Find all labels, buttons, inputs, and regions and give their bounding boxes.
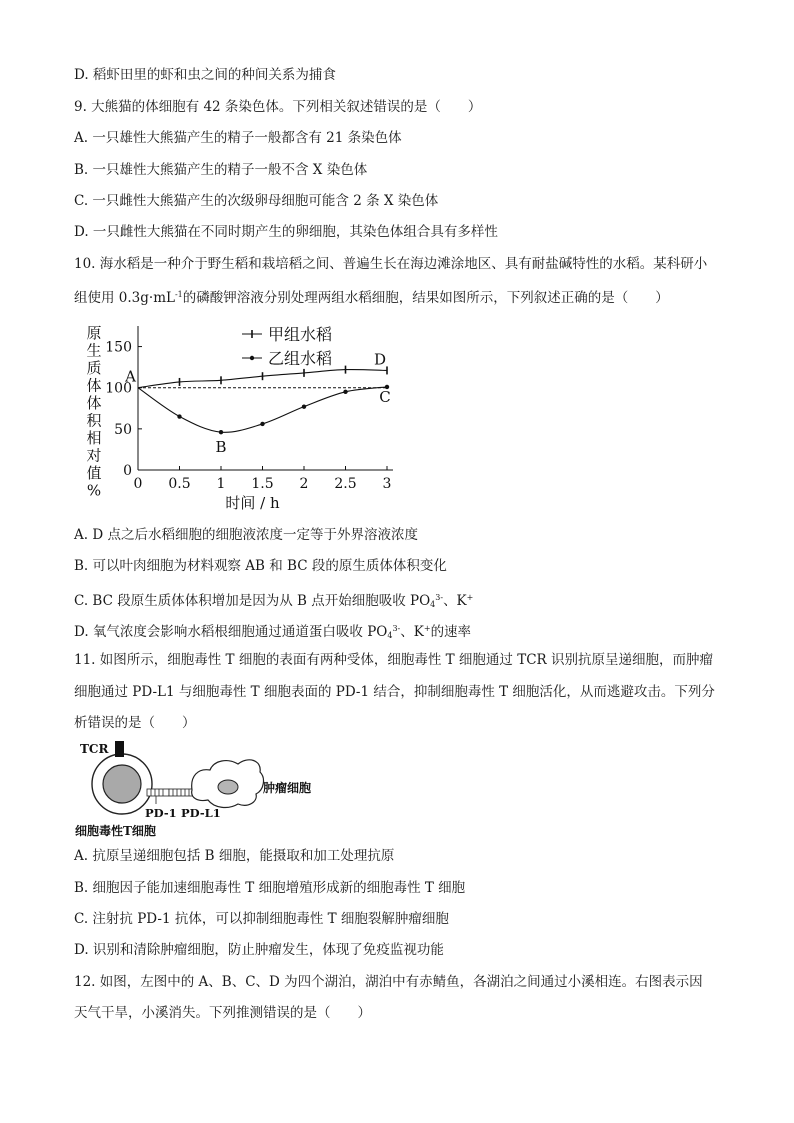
- q10-option-c-sup2: +: [466, 593, 474, 602]
- series-point-2: [343, 390, 347, 394]
- point-label-B: B: [215, 438, 227, 457]
- q10-stem-line2-pre: 组使用 0.3g·mL: [74, 290, 175, 306]
- series-point-2: [177, 414, 181, 418]
- series-point-2: [260, 422, 264, 426]
- y-axis-label-char: 积: [86, 411, 102, 430]
- q10-stem-line2-post: 的磷酸钾溶液分别处理两组水稻细胞，结果如图所示，下列叙述正确的是（ ）: [182, 290, 669, 306]
- q10-option-d: [74, 620, 471, 645]
- y-tick-label: 100: [105, 380, 132, 397]
- q11-option-c: C. 注射抗 PD-1 抗体，可以抑制细胞毒性 T 细胞裂解肿瘤细胞: [74, 911, 449, 927]
- q8-option-d: D. 稻虾田里的虾和虫之间的种间关系为捕食: [74, 67, 336, 83]
- pd1-pdl1-binding: [147, 789, 193, 804]
- q9-option-d: D. 一只雌性大熊猫在不同时期产生的卵细胞，其染色体组合具有多样性: [74, 224, 498, 240]
- y-axis-label-char: 质: [86, 359, 102, 377]
- q10-option-d-post: 的速率: [430, 624, 472, 640]
- y-tick-label: 50: [114, 421, 132, 438]
- q10-option-c-sub: 4: [430, 600, 436, 609]
- x-tick-label: 3: [382, 476, 392, 492]
- pdl1-label: PD-L1: [181, 806, 221, 820]
- q10-option-d-pre: D. 氧气浓度会影响水稻根细胞通过通道蛋白吸收 PO: [74, 624, 388, 640]
- q9-option-a: A. 一只雄性大熊猫产生的精子一般都含有 21 条染色体: [74, 130, 402, 146]
- q9-option-b: B. 一只雄性大熊猫产生的精子一般不含 X 染色体: [74, 162, 368, 178]
- x-tick-label: 2: [299, 476, 309, 492]
- q10-option-d-sub: 4: [387, 631, 393, 640]
- q10-option-a: A. D 点之后水稻细胞的细胞液浓度一定等于外界溶液浓度: [74, 527, 418, 543]
- q12-stem-line2: 天气干旱，小溪消失。下列推测错误的是（ ）: [74, 1005, 371, 1021]
- series-point-2: [302, 404, 306, 408]
- tcell-tumor-diagram: [72, 738, 342, 842]
- x-tick-label: 0: [133, 476, 143, 492]
- osmosis-line-chart: [80, 318, 400, 518]
- q11-stem-line2: 细胞通过 PD-L1 与细胞毒性 T 细胞表面的 PD-1 结合，抑制细胞毒性 T 细胞活化，从而逃避攻击。下列分: [74, 684, 715, 700]
- x-tick-label: 2.5: [334, 476, 357, 492]
- q10-option-d-sup2: +: [423, 624, 431, 633]
- q9-option-c: C. 一只雌性大熊猫产生的次级卵母细胞可能含 2 条 X 染色体: [74, 193, 439, 209]
- x-tick-label: 0.5: [168, 476, 191, 492]
- q9-stem: 9. 大熊猫的体细胞有 42 条染色体。下列相关叙述错误的是（ ）: [74, 99, 482, 115]
- q11-stem-line1: 11. 如图所示，细胞毒性 T 细胞的表面有两种受体，细胞毒性 T 细胞通过 TCR 识别抗原呈递细胞，而肿瘤: [74, 652, 714, 668]
- q10-option-c-mid: 、K: [443, 593, 467, 609]
- point-label-D: D: [373, 350, 387, 369]
- tcell-label: 细胞毒性T细胞: [75, 824, 156, 838]
- q11-option-d: D. 识别和清除肿瘤细胞，防止肿瘤发生，体现了免疫监视功能: [74, 942, 444, 958]
- legend-label-2: 乙组水稻: [268, 349, 333, 368]
- tumor-cell-label: 肿瘤细胞: [263, 781, 312, 795]
- q10-option-c-pre: C. BC 段原生质体体积增加是因为从 B 点开始细胞吸收 PO: [74, 593, 431, 609]
- series-point-2: [219, 430, 223, 434]
- tcr-label: TCR: [80, 742, 109, 756]
- y-axis-label-char: 值: [86, 464, 102, 482]
- y-axis-label-char: 对: [86, 446, 102, 465]
- point-label-A: A: [125, 367, 136, 386]
- q12-stem-line1: 12. 如图，左图中的 A、B、C、D 为四个湖泊，湖泊中有赤鲭鱼，各湖泊之间通过小溪相连。右图表示因: [74, 974, 703, 990]
- q11-option-a: A. 抗原呈递细胞包括 B 细胞，能摄取和加工处理抗原: [74, 848, 395, 864]
- y-axis-label-char: %: [86, 481, 102, 500]
- tcr-receptor: [115, 741, 124, 757]
- y-axis-label-char: 体: [86, 394, 102, 412]
- x-tick-label: 1: [216, 476, 226, 492]
- legend-label-1: 甲组水稻: [268, 325, 333, 344]
- y-tick-label: 0: [123, 463, 132, 479]
- q10-option-c-sup: 3-: [435, 593, 444, 602]
- q10-unit-superscript: -1: [174, 290, 183, 299]
- y-axis-label-char: 原: [86, 324, 102, 342]
- q10-option-d-sup: 3-: [392, 624, 401, 633]
- y-axis-label-char: 生: [86, 341, 102, 360]
- y-tick-label: 150: [105, 339, 132, 356]
- x-tick-label: 1.5: [251, 476, 274, 492]
- q10-stem-line1: 10. 海水稻是一种介于野生稻和栽培稻之间、普遍生长在海边滩涂地区、具有耐盐碱特性的水稻。某科研小: [74, 256, 708, 272]
- point-label-C: C: [379, 387, 391, 406]
- q11-option-b: B. 细胞因子能加速细胞毒性 T 细胞增殖形成新的细胞毒性 T 细胞: [74, 880, 466, 896]
- q10-stem-line2: [74, 286, 669, 307]
- q10-option-d-mid: 、K: [400, 624, 424, 640]
- y-axis-label-char: 相: [86, 429, 102, 447]
- q10-option-b: B. 可以叶肉细胞为材料观察 AB 和 BC 段的原生质体体积变化: [74, 558, 447, 574]
- pd1-label: PD-1: [145, 806, 177, 820]
- y-axis-label-char: 体: [86, 376, 102, 395]
- tumor-cell: [192, 760, 264, 808]
- legend-marker-2: [250, 356, 254, 360]
- x-axis-label: 时间 / h: [225, 494, 280, 512]
- q11-stem-line3: 析错误的是（ ）: [74, 715, 196, 731]
- q10-option-c: [74, 589, 473, 614]
- t-cell: [92, 754, 152, 814]
